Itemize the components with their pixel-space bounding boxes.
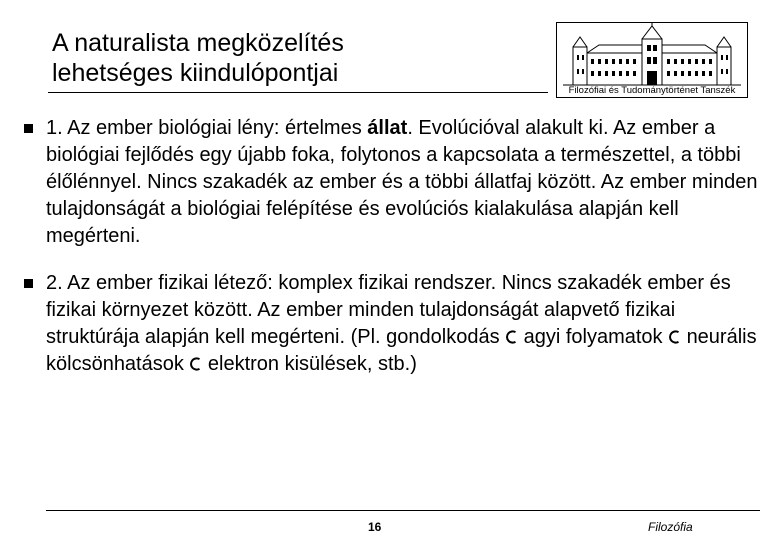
title-line-2: lehetséges kiindulópontjai [52,59,339,87]
bullet-text-2 [46,270,762,378]
bullet-2-part-2: agyi folyamatok [523,326,663,348]
bullet-2-part-1: 2. Az ember fizikai létező: komplex fizikai rendszer. Nincs szakadék ember és fizikai környezet között. Az ember minden tulajdonságát alapvető fizikai struktúrája alapján kell megérteni. (Pl. gondolkodás [46,272,731,348]
square-bullet-icon [24,279,33,288]
arrow-symbol-icon [189,357,203,371]
bullet-list [22,115,762,398]
footer-label: Filozófia [648,520,693,534]
page-title [52,28,532,88]
bullet-text-1 [46,115,762,250]
header-divider [48,92,548,93]
bullet-2-part-4: elektron kisülések, stb.) [207,353,417,375]
logo-caption: Filozófiai és Tudománytörténet Tanszék [568,85,736,96]
university-building-icon [557,23,747,87]
arrow-symbol-icon [668,330,682,344]
bullet-item-1 [22,115,762,250]
title-line-1: A naturalista megközelítés [52,29,344,57]
bullet-1-part-1: 1. Az ember biológiai lény: értelmes [46,117,368,139]
bullet-1-emphasis: állat [367,117,408,139]
department-logo [556,22,748,98]
bullet-2-part-3: neurális kölcsönhatások [46,326,757,375]
footer-divider [46,510,760,511]
bullet-item-2 [22,270,762,378]
square-bullet-icon [24,124,33,133]
arrow-symbol-icon [505,330,519,344]
page-number: 16 [368,520,382,534]
bullet-1-part-2: . Evolúcióval alakult ki. Az ember a biológiai fejlődés egy újabb foka, folytonos a kapcsolata a természettel, a többi élőlénnyel. Nincs szakadék az ember és a többi állatfaj között. Az ember minden tulajdonságát a biológiai felépítése és evolúciós kialakulása alapján kell megérteni. [46,117,758,247]
